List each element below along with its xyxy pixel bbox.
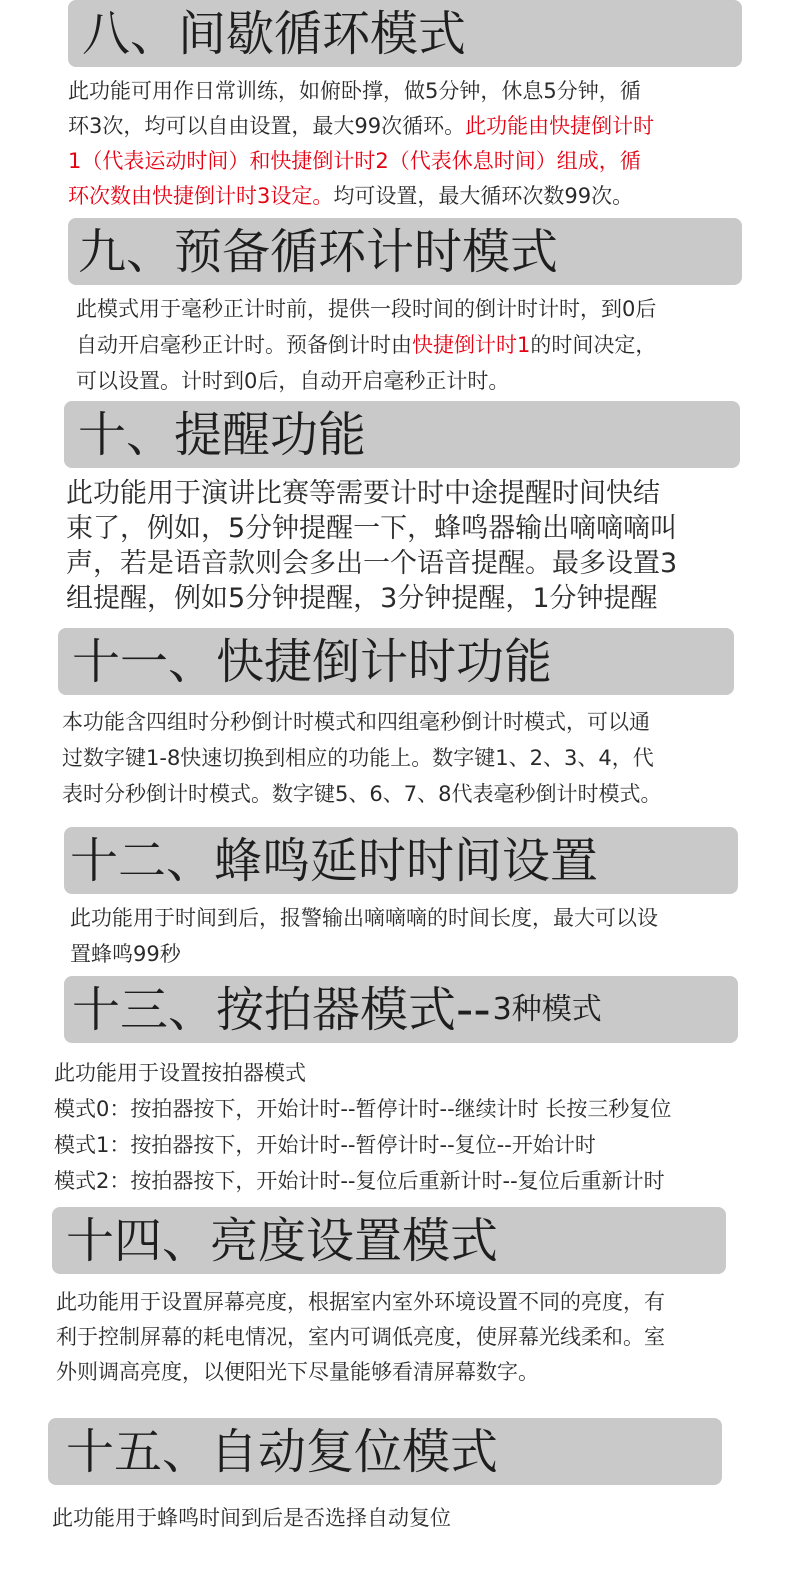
highlight-text: 环次数由快捷倒计时3设定。 bbox=[68, 184, 334, 208]
body-line: 此功能用于蜂鸣时间到后是否选择自动复位 bbox=[52, 1506, 451, 1530]
section-heading-11 bbox=[58, 628, 734, 695]
section-title: 十四、亮度设置模式 bbox=[66, 1212, 499, 1269]
body-line: 此功能用于演讲比赛等需要计时中途提醒时间快结 bbox=[66, 478, 660, 509]
section-body-15 bbox=[52, 1500, 451, 1536]
section-heading-13 bbox=[64, 976, 738, 1043]
section-title: 十二、蜂鸣延时时间设置 bbox=[70, 832, 599, 889]
body-line: 环次数由快捷倒计时3设定。均可设置，最大循环次数99次。 bbox=[68, 184, 634, 208]
body-line: 此功能可用作日常训练，如俯卧撑，做5分钟，休息5分钟，循 bbox=[68, 79, 641, 103]
section-title-suffix: 3种模式 bbox=[492, 991, 602, 1027]
section-body-10 bbox=[66, 476, 677, 616]
body-line: 模式0：按拍器按下，开始计时--暂停计时--继续计时 长按三秒复位 bbox=[54, 1097, 672, 1121]
body-line: 表时分秒倒计时模式。数字键5、6、7、8代表毫秒倒计时模式。 bbox=[62, 782, 662, 806]
body-line: 束了，例如，5分钟提醒一下，蜂鸣器输出嘀嘀嘀叫 bbox=[66, 513, 678, 544]
section-heading-10 bbox=[64, 401, 740, 468]
body-line: 1（代表运动时间）和快捷倒计时2（代表休息时间）组成，循 bbox=[68, 149, 641, 173]
section-heading-9 bbox=[68, 218, 742, 285]
section-body-14 bbox=[56, 1285, 665, 1390]
section-title: 八、间歇循环模式 bbox=[82, 5, 467, 62]
body-line: 外则调高亮度，以便阳光下尽量能够看清屏幕数字。 bbox=[56, 1360, 539, 1384]
section-title: 十三、按拍器模式-- bbox=[72, 981, 491, 1038]
section-title: 十、提醒功能 bbox=[78, 406, 367, 463]
section-title: 十五、自动复位模式 bbox=[66, 1423, 499, 1480]
body-line: 环3次，均可以自由设置，最大99次循环。此功能由快捷倒计时 bbox=[68, 114, 655, 138]
body-line: 此功能用于设置屏幕亮度，根据室内室外环境设置不同的亮度，有 bbox=[56, 1290, 665, 1314]
highlight-text: 此功能由快捷倒计时 bbox=[465, 114, 655, 138]
section-title: 十一、快捷倒计时功能 bbox=[72, 633, 553, 690]
body-line: 过数字键1-8快速切换到相应的功能上。数字键1、2、3、4，代 bbox=[62, 746, 654, 770]
section-body-8 bbox=[68, 74, 654, 214]
body-line: 此模式用于毫秒正计时前，提供一段时间的倒计时计时，到0后 bbox=[76, 297, 657, 321]
section-heading-8 bbox=[68, 0, 742, 67]
body-line: 组提醒，例如5分钟提醒，3分钟提醒，1分钟提醒 bbox=[66, 583, 658, 614]
highlight-text: 快捷倒计时1 bbox=[412, 333, 531, 357]
section-body-9 bbox=[76, 291, 656, 399]
body-line: 自动开启毫秒正计时。预备倒计时由快捷倒计时1的时间决定， bbox=[76, 333, 657, 357]
body-line: 此功能用于时间到后，报警输出嘀嘀嘀的时间长度，最大可以设 bbox=[70, 906, 658, 930]
section-body-12 bbox=[70, 900, 658, 972]
section-heading-14 bbox=[52, 1207, 726, 1274]
section-body-11 bbox=[62, 704, 661, 812]
section-title: 九、预备循环计时模式 bbox=[78, 223, 559, 280]
body-line: 声，若是语音款则会多出一个语音提醒。最多设置3 bbox=[66, 548, 678, 579]
body-line: 可以设置。计时到0后，自动开启毫秒正计时。 bbox=[76, 369, 510, 393]
section-heading-15 bbox=[48, 1418, 722, 1485]
body-line: 本功能含四组时分秒倒计时模式和四组毫秒倒计时模式，可以通 bbox=[62, 710, 650, 734]
body-line: 模式1：按拍器按下，开始计时--暂停计时--复位--开始计时 bbox=[54, 1133, 596, 1157]
body-line: 模式2：按拍器按下，开始计时--复位后重新计时--复位后重新计时 bbox=[54, 1169, 665, 1193]
body-line: 此功能用于设置按拍器模式 bbox=[54, 1061, 306, 1085]
section-body-13 bbox=[54, 1055, 671, 1199]
section-heading-12 bbox=[64, 827, 738, 894]
body-line: 置蜂鸣99秒 bbox=[70, 942, 181, 966]
body-line: 利于控制屏幕的耗电情况，室内可调低亮度，使屏幕光线柔和。室 bbox=[56, 1325, 665, 1349]
